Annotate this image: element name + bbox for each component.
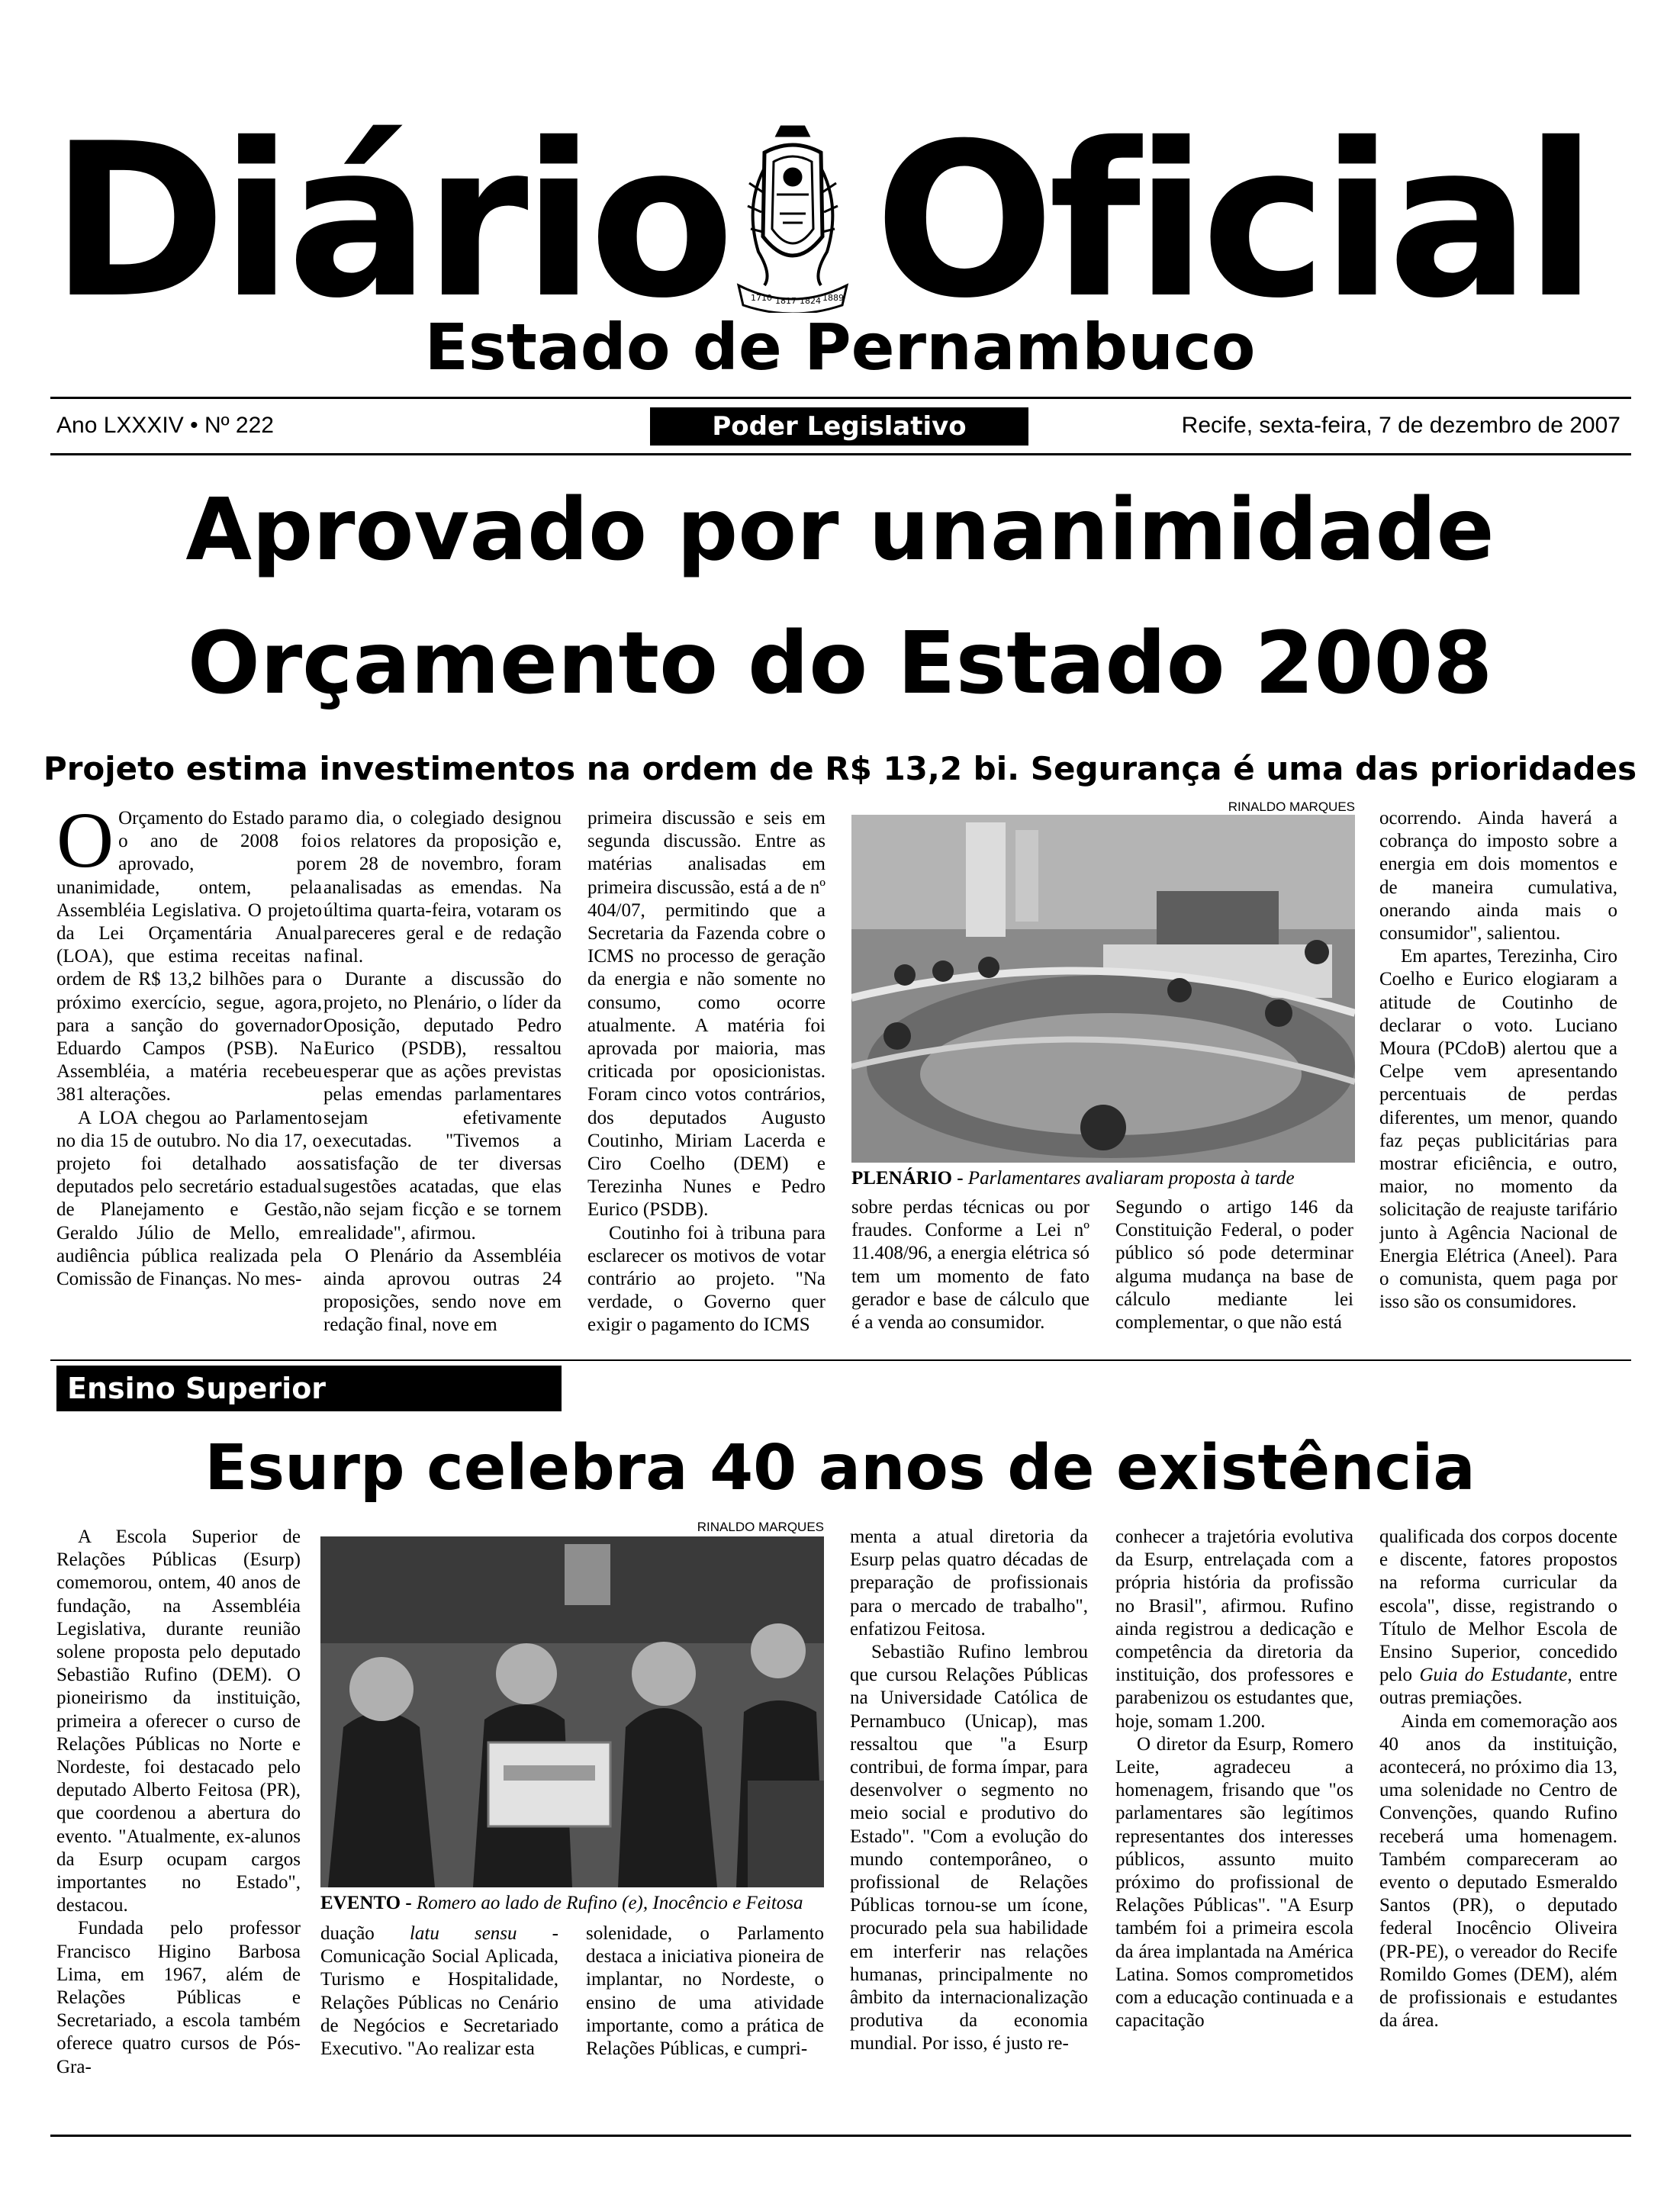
- lead-column-2: mo dia, o colegiado designou os relatores da proposição e, em 28 de novembro, foram analisadas as emendas. Na última quarta-feira, votaram os pareceres geral e de redação final. Durante a discussão do projeto, no Plenário, o líder da Oposição, deputado Pedro Eurico (PSDB), ressaltou esperar que as ações previstas pelas emendas parlamentares sejam efetivamente executadas. "Tivemos a satisfação de ter diversas sugestões acatadas, que elas não sejam ficção e se tornem realidade", afirmou. O Plenário da Assembléia ainda aprovou outras 24 proposições, sendo nove em redação final, nove em: [323, 808, 562, 1336]
- seal-year-3: 1824: [800, 296, 821, 306]
- section-label-ensino-superior: Ensino Superior: [56, 1366, 562, 1411]
- lead-headline-line1: Aprovado por unanimidade: [185, 481, 1495, 580]
- masthead-title-right: Oficial: [874, 98, 1591, 345]
- lead-column-4: sobre perdas técnicas ou por fraudes. Conforme a Lei nº 11.408/96, a energia elétrica só tem um momento de fato gerador e base de cálculo que é a venda ao consumidor.: [851, 1197, 1089, 1334]
- lead-column-5: Segundo o artigo 146 da Constituição Federal, o poder público só pode determinar alguma mudança na base de cálculo mediante lei complementar, o que não está: [1115, 1197, 1353, 1334]
- second-column-6: qualificada dos corpos docente e discente, fatores propostos na reforma curricular da escola", disse, registrando o Título de Melhor Escola de Ensino Superior, concedido pelo Guia do Estudante, entre outras premiações. Ainda em comemoração aos 40 anos da instituição, acontecerá, no próximo dia 13, uma solenidade no Centro de Convenções, quando Rufino receberá uma homenagem. Também compareceram ao evento o deputado Esmeraldo Santos (PR), o deputado federal Inocêncio Oliveira (PR-PE), o vereador do Recife Romildo Gomes (DEM), além de profissionais e estudantes da área.: [1379, 1527, 1617, 2032]
- lead-headline-line2: Orçamento do Estado 2008: [187, 614, 1493, 713]
- lead-photo-credit: RINALDO MARQUES: [1228, 800, 1355, 814]
- second-column-4: menta a atual diretoria da Esurp pelas quatro décadas de preparação de profissionais para o mercado de trabalho", enfatizou Feitosa. Sebastião Rufino lembrou que cursou Relações Públicas na Universidade Católica de Pernambuco (Unicap), mas ressaltou que "a Esurp contribui, de forma ímpar, para desenvolver o segmento no meio social e produtivo do Estado". "Com a evolução do mundo contemporâneo, o profissional de Relações Públicas tornou-se um ícone, procurado pela sua habilidade em interferir nas relações humanas, principalmente no âmbito da internacionalização produtiva da economia mundial. Por isso, é justo re-: [850, 1527, 1088, 2054]
- plenario-photo: [851, 815, 1355, 1163]
- seal-year-4: 1889: [822, 293, 844, 303]
- second-column-3: solenidade, o Parlamento destaca a iniciativa pioneira de implantar, no Nordeste, o ensino de uma atividade importante, como a prática de Relações Públicas, e cumpri-: [586, 1923, 824, 2060]
- seal-year-1: 1710: [751, 293, 772, 303]
- lead-photo-caption: PLENÁRIO - Parlamentares avaliaram proposta à tarde: [851, 1168, 1295, 1189]
- lead-column-6: ocorrendo. Ainda haverá a cobrança do imposto sobre a energia em dois momentos e de maneira cumulativa, onerando ainda mais o consumidor", salientou. Em apartes, Terezinha, Ciro Coelho e Eurico elogiaram a atitude de Coutinho de declarar o voto. Luciano Moura (PCdoB) alertou que a Celpe vem apresentando percentuais de perdas diferentes, um menor, quando faz peças publicitárias para mostrar eficiência, e outro, maior, no momento da solicitação de reajuste tarifário junto à Agência Nacional de Energia Elétrica (Aneel). Para o comunista, quem paga por isso são os consumidores.: [1379, 808, 1617, 1313]
- second-column-1: A Escola Superior de Relações Públicas (Esurp) comemorou, ontem, 40 anos de fundação, na Assembléia Legislativa, durante reunião solene proposta pelo deputado Sebastião Rufino (DEM). O pioneirismo da instituição, primeira a oferecer o curso de Relações Públicas no Norte e Nordeste, foi destacado pelo deputado Alberto Feitosa (PR), que coordenou a abertura do evento. "Atualmente, ex-alunos da Esurp ocupam cargos importantes no Estado", destacou. Fundada pelo professor Francisco Higino Barbosa Lima, em 1967, além de Relações Públicas e Secretariado, a escola também oferece quatro cursos de Pós-Gra-: [56, 1527, 301, 2077]
- second-photo-caption: EVENTO - Romero ao lado de Rufino (e), Inocêncio e Feitosa: [320, 1893, 803, 1913]
- lead-deck: Projeto estima investimentos na ordem de R$ 13,2 bi. Segurança é uma das prioridades: [43, 750, 1637, 787]
- footer-rule: [50, 2135, 1631, 2137]
- lead-column-1: O Orçamento do Estado para o ano de 2008 foi aprovado, por unanimidade, ontem, pela Assembléia Legislativa. O projeto da Lei Orçamentária Anual (LOA), que estima receitas na ordem de R$ 13,2 bilhões para o próximo exercício, segue, agora, para a sanção do governador Eduardo Campos (PSB). Na Assembléia, a matéria recebeu 381 alterações. A LOA chegou ao Parlamento no dia 15 de outubro. No dia 17, o projeto foi detalhado aos deputados pelo secretário estadual de Planejamento e Gestão, Geraldo Júlio de Mello, em audiência pública realizada pela Comissão de Finanças. No mes-: [56, 807, 322, 1290]
- seal-year-2: 1817: [775, 296, 797, 306]
- evento-photo: [320, 1536, 824, 1887]
- second-column-5: conhecer a trajetória evolutiva da Esurp, entrelaçada com a própria história da profissão no Brasil", afirmou. Rufino ainda registrou a dedicação e competência da diretoria da instituição, dos professores e parabenizou os estudantes que, hoje, somam 1.200. O diretor da Esurp, Romero Leite, agradeceu a homenagem, frisando que "os parlamentares são legítimos representantes dos interesses públicos, assunto muito próximo do profissional de Relações Públicas". "A Esurp também foi a primeira escola da área implantada na América Latina. Somos comprometidos com a educação continuada e a capacitação: [1115, 1527, 1353, 2032]
- masthead-title-left: Diário: [50, 98, 729, 345]
- section-divider-rule: [50, 1359, 1631, 1361]
- second-column-2: duação latu sensu - Comunicação Social Aplicada, Turismo e Hospitalidade, Relações Públicas no Cenário de Negócios e Secretariado Executivo. "Ao realizar esta: [320, 1923, 558, 2060]
- coat-of-arms-icon: [734, 122, 851, 313]
- masthead-subtitle: Estado de Pernambuco: [424, 310, 1256, 384]
- edition-number: Ano LXXXIV • Nº 222: [56, 413, 274, 438]
- lead-column-3: primeira discussão e seis em segunda discussão. Entre as matérias analisadas em primeira discussão, está a de nº 404/07, permitindo que a Secretaria da Fazenda cobre o ICMS no processo de geração da energia e não somente no consumo, como ocorre atualmente. A matéria foi aprovada por maioria, mas criticada por oposicionistas. Foram cinco votos contrários, dos deputados Augusto Coutinho, Miriam Lacerda e Ciro Coelho (DEM) e Terezinha Nunes e Pedro Eurico (PSDB). Coutinho foi à tribuna para esclarecer os motivos de votar contrário ao projeto. "Na verdade, o Governo quer exigir o pagamento do ICMS: [587, 808, 826, 1336]
- masthead-rule: [50, 397, 1631, 399]
- second-headline: Esurp celebra 40 anos de existência: [204, 1432, 1476, 1504]
- dateline: Recife, sexta-feira, 7 de dezembro de 2007: [1181, 413, 1620, 438]
- second-photo-credit: RINALDO MARQUES: [697, 1520, 824, 1534]
- drop-cap: O: [56, 807, 114, 884]
- infobar-rule: [50, 453, 1631, 455]
- section-banner: Poder Legislativo: [650, 407, 1028, 446]
